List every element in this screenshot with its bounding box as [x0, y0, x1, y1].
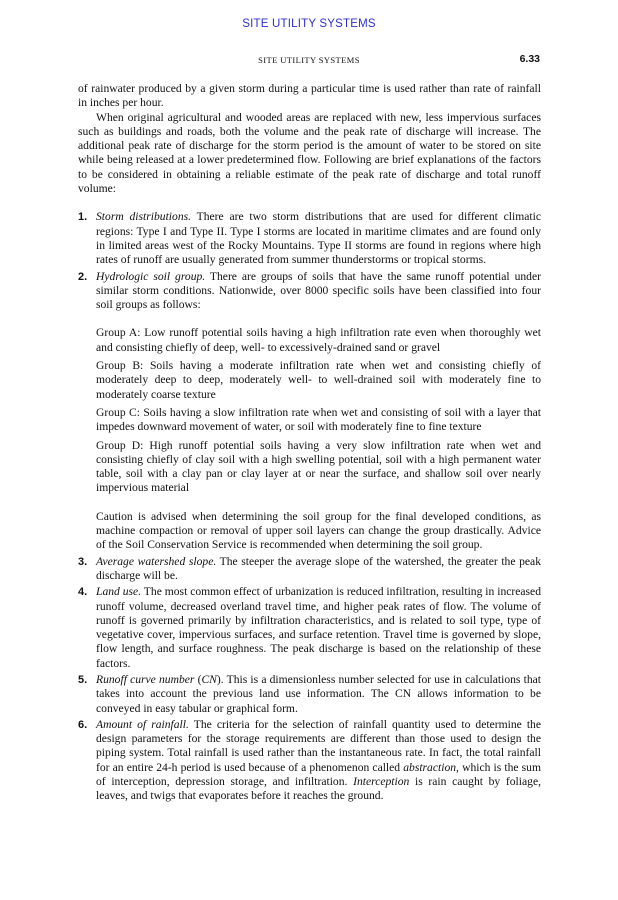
soil-group-a: Group A: Low runoff potential soils having a high infiltration rate even when thoroughly wet and consisting chiefly of deep, well- to excessively-drained sand or gravel [96, 326, 541, 354]
list-item-runoff-curve-number [78, 673, 541, 716]
item-number: 1. [78, 211, 88, 224]
soil-group-b: Group B: Soils having a moderate infiltration rate when wet and consisting chiefly of moderately deep to deep, moderately well- to well-drained soil with moderately fine to moderately coarse texture [96, 359, 541, 401]
item-term: Amount of rainfall. [96, 717, 189, 731]
intro-paragraph-2: When original agricultural and wooded areas are replaced with new, less impervious surfaces such as buildings and roads, both the volume and the peak rate of discharge will increase. The additional peak rate of discharge for the storm period is the amount of water to be stored on site while being released at a lower predetermined flow. Following are brief explanations of the factors to be considered in obtaining a reliable estimate of the peak rate of discharge and total runoff volume: [78, 110, 541, 196]
list-item-land-use [78, 585, 541, 671]
list-item-storm-distributions [78, 210, 541, 267]
item-text: There are groups of soils that have the same runoff potential under similar storm conditions. Nationwide, over 8000 specific soils have been classified into four soil groups as follows: [96, 269, 541, 312]
item-number: 2. [78, 270, 88, 283]
item-term: Runoff curve number [96, 672, 195, 686]
item-text-a: The criteria for the selection of rainfall quantity used to determine the design parameters for the storage requirements are different than those used to design the piping system. Total rainfall is used rather than the instantaneous rate. In fact, the total rainfall for an entire 24-h period is used because of a phenomenon called [96, 717, 541, 774]
item-text: The most common effect of urbanization is reduced infiltration, resulting in increased runoff volume, decreased overland travel time, and higher peak rates of flow. The volume of runoff is governed primarily by infiltration characteristics, and is related to soil type, type of vegetative cover, impervious surfaces, and surface retention. Travel time is governed by slope, flow length, and surface roughness. The peak discharge is based on the relationship of these factors. [96, 585, 541, 670]
term-interception: Interception [353, 775, 410, 789]
page-number: 6.33 [519, 53, 540, 65]
list-item-average-watershed-slope [78, 555, 541, 584]
running-header: SITE UTILITY SYSTEMS [242, 18, 376, 30]
caution-paragraph: Caution is advised when determining the soil group for the final developed conditions, as machine compaction or removal of upper soil layers can change the group drastically. Advice of the Soil Conservation Service is recommended when determining the soil group. [96, 509, 541, 552]
item-number: 6. [78, 718, 88, 731]
item-term-paren-open: ( [194, 672, 202, 686]
item-term: Storm distributions. [96, 210, 192, 224]
factor-list [78, 210, 541, 803]
item-number: 4. [78, 586, 88, 599]
list-item-amount-of-rainfall [78, 718, 541, 804]
intro-paragraph-1: of rainwater produced by a given storm during a particular time is used rather than rate of rainfall in inches per hour. [78, 82, 541, 110]
item-term: Average watershed slope. [96, 554, 217, 568]
item-number: 5. [78, 673, 88, 686]
list-item-hydrologic-soil-group [78, 270, 541, 553]
item-text-c: is rain caught by foliage, leaves, and twigs that evaporates before it reaches the ground. [96, 775, 541, 803]
item-term: Hydrologic soil group. [96, 269, 206, 283]
soil-group-d: Group D: High runoff potential soils having a very slow infiltration rate when wet and consisting chiefly of clay soil with a high swelling potential, soil with a high permanent water table, soil with a clay pan or clay layer at or near the surface, and shallow soil over nearly impervious material [96, 438, 541, 495]
term-abstraction: abstraction [403, 760, 457, 774]
item-term-paren-close: ). [216, 672, 224, 686]
soil-group-c: Group C: Soils having a slow infiltration rate when wet and consisting of soil with a layer that impedes downward movement of water, or soil with moderately fine to fine texture [96, 405, 541, 434]
soil-group-list [96, 326, 541, 495]
item-term-abbr: CN [201, 672, 217, 686]
item-text: The steeper the average slope of the watershed, the greater the peak discharge will be. [96, 554, 541, 582]
item-text: This is a dimensionless number selected for use in calculations that takes into account the previous land use information. The CN allows information to be conveyed in easy tabular or graphical form. [96, 672, 541, 715]
page-body [78, 82, 541, 806]
item-term: Land use. [96, 585, 142, 599]
page-header-title: SITE UTILITY SYSTEMS [258, 55, 360, 65]
item-text-b: , which is the sum of interception, depression storage, and infiltration. [96, 760, 541, 789]
item-text: There are two storm distributions that are used for different climatic regions: Type I and Type II. Type I storms are located in maritime climates and are found only in limited areas west of the Rocky Mountains. Type II storms are found in regions where high rates of runoff are usually generated from summer thunderstorms or tropical storms. [96, 210, 541, 267]
item-number: 3. [78, 555, 88, 568]
